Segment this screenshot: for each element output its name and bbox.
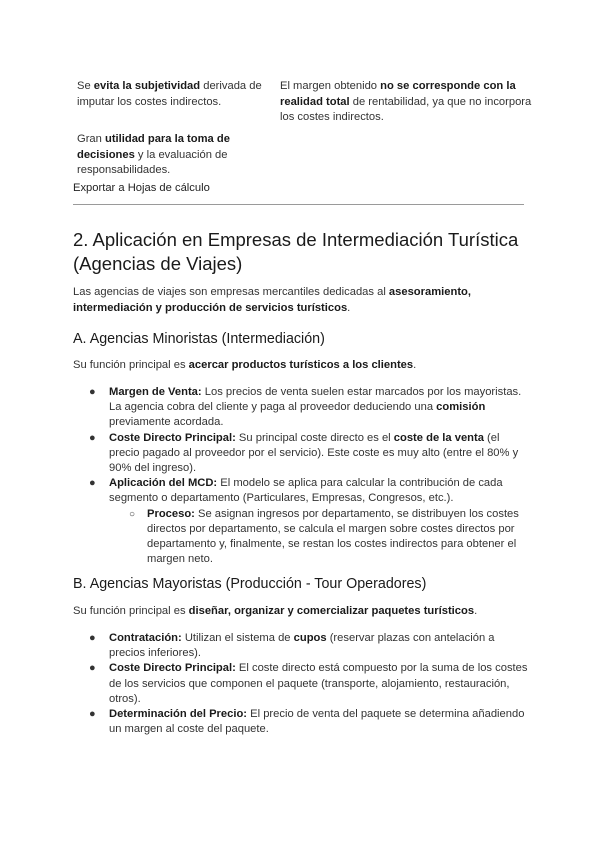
table-cell-left-2: Gran utilidad para la toma de decisiones y la evaluación de responsabilidades. bbox=[77, 133, 230, 176]
bullet-icon: ● bbox=[89, 477, 96, 490]
bullet-icon: ● bbox=[89, 662, 96, 675]
horizontal-divider bbox=[73, 204, 524, 205]
list-item: ● Margen de Venta: Los precios de venta suelen estar marcados por los mayoristas. La agencia cobra del cliente y paga al proveedor deduciendo una comisión previamente acordada. bbox=[89, 386, 522, 429]
subheading-b: B. Agencias Mayoristas (Producción - Tour Operadores) bbox=[73, 576, 427, 592]
bullet-icon: ● bbox=[89, 386, 96, 398]
sectionA-intro: Su función principal es acercar productos turísticos a los clientes. bbox=[73, 359, 417, 371]
sectionA-sublist bbox=[109, 507, 528, 568]
section2-intro: Las agencias de viajes son empresas mercantiles dedicadas al asesoramiento, intermediación y producción de servicios turísticos. bbox=[73, 286, 471, 314]
bullet-icon: ● bbox=[89, 431, 96, 444]
subheading-a: A. Agencias Minoristas (Intermediación) bbox=[73, 331, 325, 347]
sub-list-item: ○ Proceso: Se asignan ingresos por departamento, se distribuyen los costes directos por departamento, se calcula el margen sobre costes directos por departamento y, finalmente, se restan los costes indirectos para obtener el margen neto. bbox=[129, 507, 519, 566]
hollow-bullet-icon: ○ bbox=[129, 508, 136, 520]
sectionA-list bbox=[73, 385, 528, 567]
list-item: ● Aplicación del MCD: El modelo se aplica para calcular la contribución de cada segmento o departamento (Particulares, Empresas, Congresos, etc.). ○ Proceso: Se asignan ingresos por departamento, se distribuyen los costes directos por departamento, se calcula el margen sobre costes directos por departamento y, finalmente, se restan los costes indirectos para obtener el margen neto. bbox=[73, 476, 528, 567]
sectionB-list bbox=[73, 631, 528, 737]
export-to-sheets-link[interactable]: Exportar a Hojas de cálculo bbox=[73, 182, 210, 194]
list-item: ● Coste Directo Principal: El coste directo está compuesto por la suma de los costes de los servicios que componen el paquete (transporte, alojamiento, restauración, otros). bbox=[89, 662, 528, 705]
table-cell-left-1: Se evita la subjetividad derivada de imputar los costes indirectos. bbox=[77, 80, 262, 108]
sectionB-intro: Su función principal es diseñar, organizar y comercializar paquetes turísticos. bbox=[73, 605, 478, 617]
section-heading-2: 2. Aplicación en Empresas de Intermediación Turística (Agencias de Viajes) bbox=[73, 229, 519, 274]
list-item: ● Coste Directo Principal: Su principal coste directo es el coste de la venta (el precio pagado al proveedor por el servicio). Este coste es muy alto (entre el 80% y 90% del ingreso). bbox=[89, 431, 519, 475]
table-cell-right-1: El margen obtenido no se corresponde con la realidad total de rentabilidad, ya que no incorpora los costes indirectos. bbox=[280, 80, 532, 123]
list-item: ● Contratación: Utilizan el sistema de cupos (reservar plazas con antelación a precios inferiores). bbox=[89, 632, 495, 660]
list-item: ● Determinación del Precio: El precio de venta del paquete se determina añadiendo un margen al coste del paquete. bbox=[89, 708, 525, 736]
bullet-icon: ● bbox=[89, 632, 96, 644]
bullet-icon: ● bbox=[89, 708, 96, 721]
